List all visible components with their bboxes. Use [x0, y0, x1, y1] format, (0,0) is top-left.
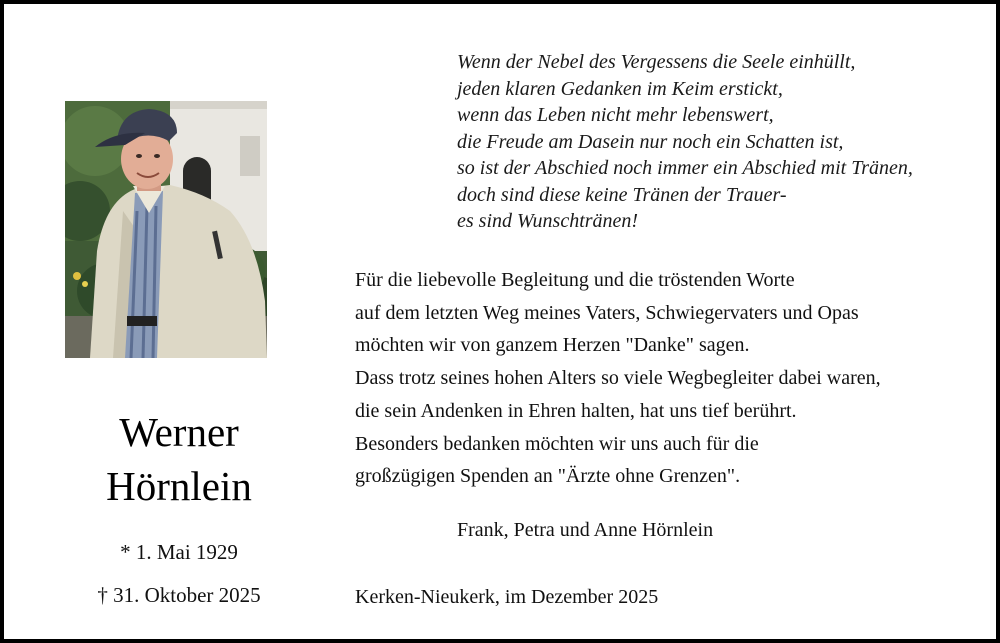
deceased-last-name: Hörnlein [106, 463, 252, 509]
poem-line: Wenn der Nebel des Vergessens die Seele einhüllt, [457, 51, 856, 73]
poem-line: es sind Wunschtränen! [457, 210, 639, 232]
birth-date: * 1. Mai 1929 [120, 540, 238, 564]
thanks-line: möchten wir von ganzem Herzen "Danke" sagen. [355, 334, 750, 357]
poem-line: doch sind diese keine Tränen der Trauer- [457, 183, 787, 206]
poem-line: so ist der Abschied noch immer ein Abschied mit Tränen, [457, 157, 913, 179]
thanks-line: die sein Andenken in Ehren halten, hat uns tief berührt. [355, 399, 797, 422]
poem [457, 49, 992, 235]
thanks-line: großzügigen Spenden an "Ärzte ohne Grenzen". [355, 465, 741, 488]
thanks-line: Für die liebevolle Begleitung und die tröstenden Worte [355, 269, 795, 291]
portrait-photo [65, 101, 267, 358]
place-and-date: Kerken-Nieukerk, im Dezember 2025 [355, 586, 659, 608]
thanks-line: Dass trotz seines hohen Alters so viele Wegbegleiter dabei waren, [355, 367, 881, 390]
signers: Frank, Petra und Anne Hörnlein [457, 519, 714, 541]
death-date: † 31. Oktober 2025 [97, 583, 261, 607]
deceased-first-name: Werner [119, 409, 239, 455]
poem-line: wenn das Leben nicht mehr lebenswert, [457, 104, 774, 126]
poem-line: die Freude am Dasein nur noch ein Schatten ist, [457, 130, 844, 153]
thanks-line: auf dem letzten Weg meines Vaters, Schwiegervaters und Opas [355, 301, 859, 324]
thanks-text [355, 264, 985, 493]
thanks-line: Besonders bedanken möchten wir uns auch für die [355, 432, 759, 455]
poem-line: jeden klaren Gedanken im Keim erstickt, [457, 77, 783, 100]
